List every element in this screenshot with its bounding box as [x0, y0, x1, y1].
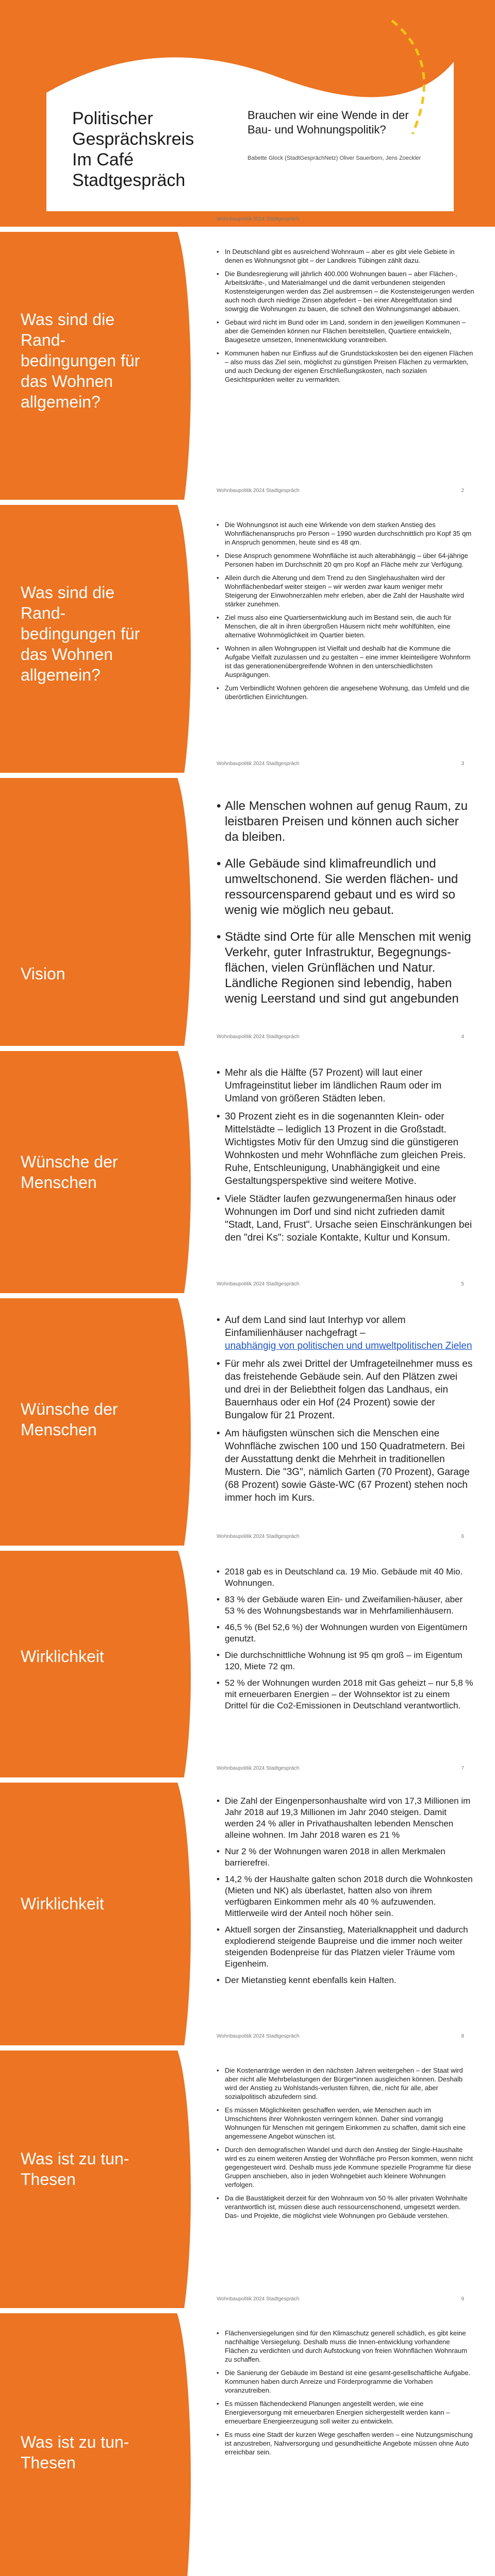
- section-panel: [0, 778, 170, 1046]
- bullet: • Durch den demografischen Wandel und durch den Anstieg der Single-Haushalte wird es zu einem weiteren Anstieg der Wohnfläche pro Person kommen, wenn nicht gegengesteuert wird. Deshalb muss jede Kommune spezielle Programme für diese Gruppen anschieben, also in jeden Wohngebiet auch kleinere Wohnungen verfolgen.: [217, 2145, 474, 2189]
- page-number: 6: [461, 1534, 464, 1539]
- bullet: • In Deutschland gibt es ausreichend Wohnraum – aber es gibt viele Gebiete in denen es Wohnungsnot gibt – der Landkreis Tübingen zählt dazu.: [217, 247, 474, 265]
- bullet: • Gebaut wird nicht im Bund oder im Land, sondern in den jeweiligen Kommunen – aber die Gemeinden können nur Flächen bereitstellen, Quartiere entwickeln, Baugesetze umsetzen, Innenentwicklung vorantreiben.: [217, 318, 474, 344]
- bullet: • Kommunen haben nur Einfluss auf die Grundstückskosten bei den eigenen Flächen – also muss das Ziel sein, möglichst zu günstigen Preisen Flächen zu vermarkten, und auch Deckung der eigenen Erschließungskosten, nach sozialen Gesichtspunkten weiter zu vermarkten.: [217, 349, 474, 384]
- slide-thesen-2: [0, 2313, 495, 2576]
- bullet: • Der Mietanstieg kennt ebenfalls kein Halten.: [217, 1975, 474, 1986]
- bullet: • Die Kostenanträge werden in den nächsten Jahren weitergehen – der Staat wird aber nicht alle Mehrbelastungen der Bürger*innen ausgleichen können. Deshalb wird der Anstieg zu Wohlstands-verlusten führen, die, nicht für alle, aber sozialpolitisch abzufedern sind.: [217, 2066, 474, 2101]
- bullet: • 52 % der Wohnungen wurden 2018 mit Gas geheizt – nur 5,8 % mit erneuerbaren Energien – der Wohnsektor ist zu einem Drittel für die Co2-Emissionen in Deutschland verantwortlich.: [217, 1677, 474, 1711]
- slide-content: [217, 1795, 474, 1991]
- bullet: • Wohnen in allen Wohngruppen ist Vielfalt und deshalb hat die Kommune die Aufgabe Vielfalt zuzulassen und zu gestalten – eine immer kleinteiligere Wohnform ist das generationenübergreifende Wohnen in den unterschiedlichsten Ausprägungen.: [217, 644, 474, 679]
- page-number: 7: [461, 1766, 464, 1771]
- section-title: Was sind die Rand-bedingungen für das Wohnen allgemein?: [21, 310, 140, 411]
- slide-thesen-1: [0, 2050, 495, 2308]
- slide-content: [217, 1066, 474, 1249]
- bullet: • Ziel muss also eine Quartiersentwicklung auch im Bestand sein, die auch für Menschen, die alt in ihren übergroßen Häusern nicht mehr wohlfühlten, eine alternative Wohnmöglichkeit im Quartier bieten.: [217, 613, 474, 639]
- section-title: Was ist zu tun- Thesen: [21, 2433, 129, 2472]
- bullet: • 30 Prozent zieht es in die sogenannten Klein- oder Mittelstädte – lediglich 13 Prozent in die Großstadt. Wichtigstes Motiv für den Umzug sind die günstigeren Wohnkosten und mehr Wohnfläche zum gleichen Preis. Ruhe, Entschleunigung, Unabhängigkeit und eine Gestaltungsperspektive sind weitere Motive.: [217, 1110, 474, 1188]
- bullet: • 2018 gab es in Deutschland ca. 19 Mio. Gebäude mit 40 Mio. Wohnungen.: [217, 1566, 474, 1589]
- slide-vision: [0, 778, 495, 1046]
- slide-footer: Wohnbaupolitik 2024 Stadtgespräch 4: [217, 1034, 464, 1040]
- bullet: • Am häufigsten wünschen sich die Menschen eine Wohnfläche zwischen 100 und 150 Quadratmetern. Bei der Ausstattung denkt die Mehrheit in traditionellen Mustern. Die "3G", nämlich Garten (70 Prozent), Garage (68 Prozent) sowie Gäste-WC (67 Prozent) stehen noch immer hoch im Kurs.: [217, 1427, 474, 1504]
- section-title: Was sind die Rand-bedingungen für das Wohnen allgemein?: [21, 583, 140, 684]
- section-panel: [0, 1783, 170, 2045]
- slide-footer: Wohnbaupolitik 2024 Stadtgespräch: [217, 216, 300, 222]
- section-title: Vision: [21, 964, 65, 983]
- source-link[interactable]: unabhängig von politischen und umweltpolitischen Zielen: [225, 1341, 472, 1351]
- bullet: • Zum Verbindlicht Wohnen gehören die angesehene Wohnung, das Umfeld und die überörtlichen Einrichtungen.: [217, 684, 474, 701]
- bullet: • Alle Menschen wohnen auf genug Raum, zu leistbaren Preisen und können auch sicher da bleiben.: [217, 799, 474, 845]
- bullet: • Nur 2 % der Wohnungen waren 2018 in allen Merkmalen barrierefrei.: [217, 1846, 474, 1869]
- section-title: Was ist zu tun- Thesen: [21, 2149, 129, 2189]
- slide-footer: Wohnbaupolitik 2024 Stadtgespräch 8: [217, 2033, 464, 2039]
- slide-footer: Wohnbaupolitik 2024 Stadtgespräch 5: [217, 1281, 464, 1287]
- slide-content: [217, 1314, 474, 1510]
- page-number: 2: [461, 488, 464, 494]
- bullet: • Aktuell sorgen der Zinsanstieg, Materialknappheit und dadurch explodierend steigende Baupreise und die immer noch weiter steigenden Bodenpreise für das Platzen vieler Träume vom Eigenheim.: [217, 1924, 474, 1970]
- slide-wuensche-2: [0, 1298, 495, 1546]
- slide-wuensche-1: [0, 1051, 495, 1293]
- slide-footer: Wohnbaupolitik 2024 Stadtgespräch 2: [217, 488, 464, 494]
- slide-footer: Wohnbaupolitik 2024 Stadtgespräch 6: [217, 1534, 464, 1539]
- title-slide: [0, 0, 495, 227]
- page-number: 5: [461, 1281, 464, 1287]
- bullet: • Mehr als die Hälfte (57 Prozent) will laut einer Umfrageinstitut lieber im ländlichen Raum oder im Umland von größeren Städten leben.: [217, 1066, 474, 1105]
- slide-content: [217, 2066, 474, 2225]
- presentation-title: Politischer Gesprächskreis Im Café Stadtgespräch: [72, 109, 194, 190]
- slide-footer: Wohnbaupolitik 2024 Stadtgespräch 7: [217, 1766, 464, 1771]
- page-number: 4: [461, 1034, 464, 1040]
- slide-content: [217, 247, 474, 388]
- bullet: • Es müssen Möglichkeiten geschaffen werden, wie Menschen auch im Umschichtens ihrer Wohnkosten verringern können. Daher sind vorrangig Wohnungen für Menschen mit geringem Einkommen zu schaffen, damit sich eine angemessene Angebot wünschen ist.: [217, 2106, 474, 2141]
- slide-content: [217, 2329, 474, 2461]
- bullet: • Die Sanierung der Gebäude im Bestand ist eine gesamt-gesellschaftliche Aufgabe. Kommunen haben durch Anreize und Förderprogramme die Vorhaben voranzutreiben.: [217, 2368, 474, 2395]
- bullet: • Die Zahl der Eingenpersonhaushalte wird von 17,3 Millionen im Jahr 2018 auf 19,3 Millionen im Jahr 2040 steigen. Damit werden 24 % aller in Privathaushalten lebenden Menschen alleine wohnen. Im Jahr 2018 waren es 21 %: [217, 1795, 474, 1841]
- page-number: 9: [461, 2296, 464, 2302]
- slide-content: [217, 520, 474, 706]
- bullet: • 46,5 % (Bel 52,6 %) der Wohnungen wurden von Eigentümern genutzt.: [217, 1622, 474, 1645]
- bullet: • Da die Baustätigkeit derzeit für den Wohnraum von 50 % aller privaten Wohnhalte verantwortlich ist, müssen diese auch ressourcenschonend, umgesetzt werden. Das- und Projekte, die möglichst viele Wohnungen pro Gebäude verstehen.: [217, 2194, 474, 2220]
- bullet: • Die Bundesregierung will jährlich 400.000 Wohnungen bauen – aber Flächen-, Arbeitskräfte-, und Materialmangel und die damit verbundenen steigenden Kostensteigerungen werden das Ziel ausbremsen – die Kostensteigerungen werden auch noch durch niedrige Zinsen abgefedert – bei einer Abregeltfutation sind sowrgig die Wohnungen zu bauen, die schnell den Wohnungsmangel abbauen.: [217, 269, 474, 313]
- page-number: 3: [461, 761, 464, 767]
- bullet: • Alle Gebäude sind klimafreundlich und umweltschonend. Sie werden flächen- und ressourcensparend gebaut und es wird so wenig wie möglich neu gebaut.: [217, 856, 474, 918]
- slide-wirklichkeit-1: [0, 1551, 495, 1777]
- bullet: • Flächenversiegelungen sind für den Klimaschutz generell schädlich, es gibt keine nachhaltige Versiegelung. Deshalb muss die Innen-entwicklung vorhandene Flächen zu verdichten und durch Aufstockung von freien Wohnflächen Wohnraum zu schaffen.: [217, 2329, 474, 2364]
- bullet: • 83 % der Gebäude waren Ein- und Zweifamilien-häuser, aber 53 % des Wohnungsbestands war in Mehrfamilienhäusern.: [217, 1594, 474, 1617]
- section-title: Wünsche der Menschen: [21, 1153, 118, 1192]
- slide-content: [217, 799, 474, 1018]
- bullet: • Für mehr als zwei Drittel der Umfrageteilnehmer muss es das freistehende Gebäude sein. Auf den Plätzen zwei und drei in der Beliebtheit folgen das Landhaus, ein Bauernhaus oder ein Hof (24 Prozent) sowie der Bungalow für 21 Prozent.: [217, 1358, 474, 1422]
- bullet: • 14,2 % der Haushalte galten schon 2018 durch die Wohnkosten (Mieten und NK) als überlastet, hatten also von ihrem verfügbaren Einkommen mehr als 40 % aufzuwenden. Mittlerweile wird der Anteil noch höher sein.: [217, 1874, 474, 1919]
- bullet: • Diese Anspruch genommene Wohnfläche ist auch alterabhängig – über 64-jährige Personen haben im Durchschnitt 20 qm pro Kopf an Fläche mehr zur Verfügung.: [217, 551, 474, 569]
- slide-footer: Wohnbaupolitik 2024 Stadtgespräch 9: [217, 2296, 464, 2302]
- section-title: Wünsche der Menschen: [21, 1400, 118, 1439]
- page-number: 8: [461, 2033, 464, 2039]
- bullet: • Allein durch die Alterung und dem Trend zu den Singlehaushalten wird der Wohnflächenbedarf weiter steigen – wir werden zwar kaum weniger mehr Steigerung der Einwohnerzahlen mehr erleben, aber die Zahl der Haushalte wird stärker zunehmen.: [217, 573, 474, 608]
- bullet: • Städte sind Orte für alle Menschen mit wenig Verkehr, guter Infrastruktur, Begegnungs-flächen, vielen Grünflächen und Natur. Ländliche Regionen sind lebendig, haben wenig Leerstand und sind gut angebunden: [217, 929, 474, 1007]
- bullet: • Es müssen flächendeckend Planungen angestellt werden, wie eine Energieversorgung mit erneuerbaren Energien sichergestellt werden kann – erneuerbare Energieerzeugung soll weiter zu entwickeln.: [217, 2399, 474, 2426]
- slide-wirklichkeit-2: [0, 1783, 495, 2045]
- section-title: Wirklichkeit: [21, 1647, 104, 1666]
- bullet: • Viele Städter laufen gezwungenermaßen hinaus oder Wohnungen im Dorf und sind nicht zufrieden damit "Stadt, Land, Frust". Ursache seien Einschränkungen bei den "drei Ks": soziale Kontakte, Kultur und Konsum.: [217, 1193, 474, 1244]
- section-title: Wirklichkeit: [21, 1894, 104, 1913]
- slide-content: [217, 1566, 474, 1717]
- bullet: • Die durchschnittliche Wohnung ist 95 qm groß – im Eigentum 120, Miete 72 qm.: [217, 1650, 474, 1672]
- bullet: • Auf dem Land sind laut Interhyp vor allem Einfamilienhäuser nachgefragt – unabhängig von politischen und umweltpolitischen Zielen: [217, 1314, 474, 1352]
- presentation-authors: Babette Glock (StadtGesprächNetz) Oliver Sauerborn, Jens Zoeckler: [248, 155, 421, 161]
- bullet: • Es muss eine Stadt der kurzen Wege geschaffen werden – eine Nutzungsmischung ist anzustreben, Nahversorgung und gesundheitliche Angebote müssen ohne Auto erreichbar sein.: [217, 2430, 474, 2456]
- slide-rahmenbedingungen-2: [0, 505, 495, 773]
- presentation-subtitle: Brauchen wir eine Wende in der Bau- und Wohnungspolitik?: [248, 109, 409, 136]
- slide-rahmenbedingungen-1: [0, 232, 495, 500]
- bullet: • Die Wohnungsnot ist auch eine Wirkende von dem starken Anstieg des Wohnflächenanspruchs pro Person – 1990 wurden durchschnittlich pro Kopf 35 qm in Anspruch genommen, heute sind es 48 qm.: [217, 520, 474, 547]
- slide-footer: Wohnbaupolitik 2024 Stadtgespräch 3: [217, 761, 464, 767]
